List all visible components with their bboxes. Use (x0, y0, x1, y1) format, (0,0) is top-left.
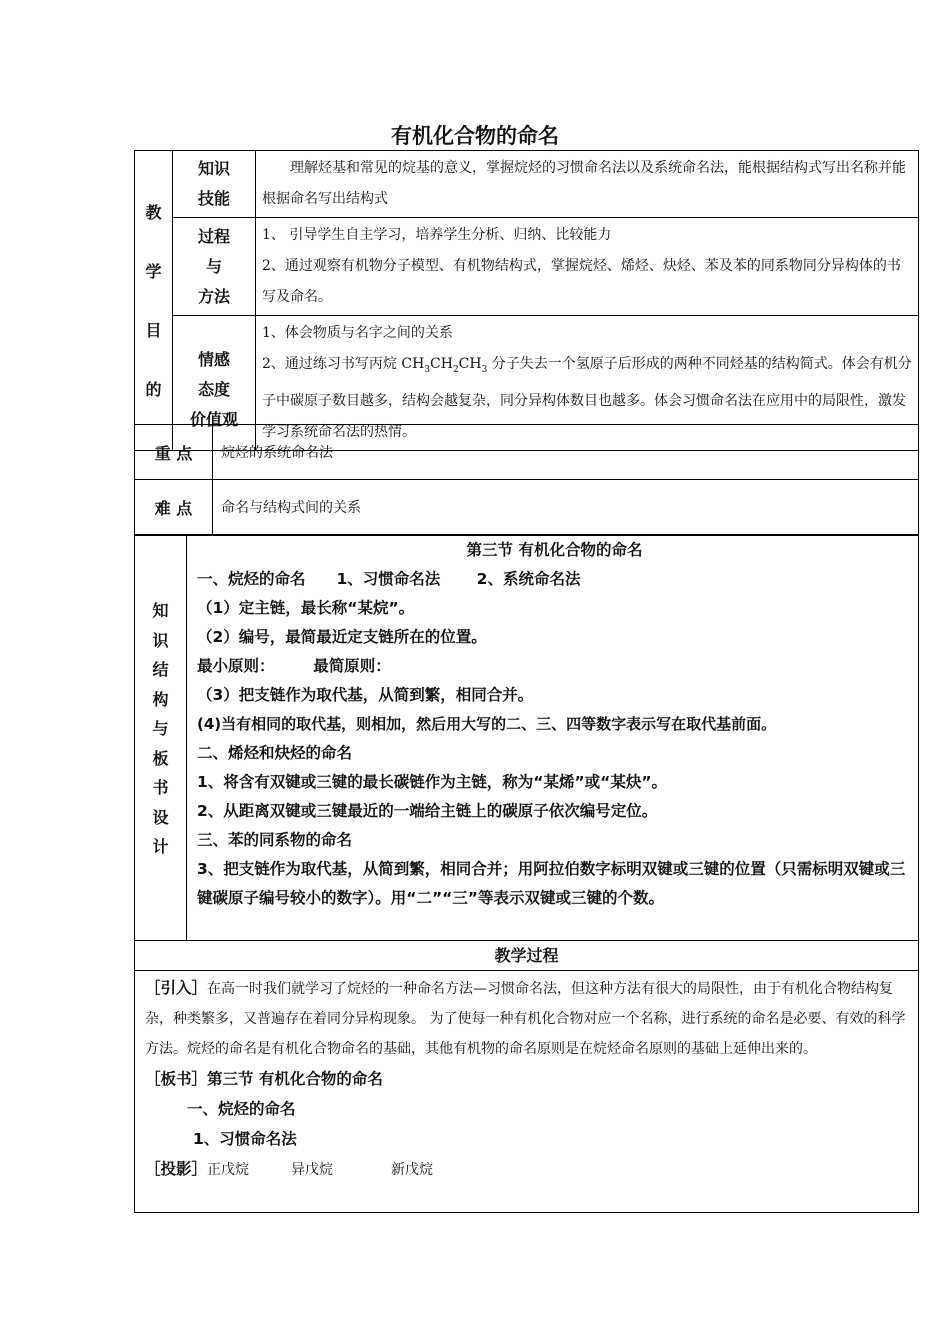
objectives-label: 教 学 目 的 (135, 151, 173, 451)
knowledge-structure-label: 知 识 结 构 与 板 书 设 计 (135, 536, 187, 941)
knowledge-skill-label: 知识 技能 (173, 151, 256, 218)
difficulty-text: 命名与结构式间的关系 (213, 480, 919, 535)
board-line: 二、烯烃和炔烃的命名 (197, 744, 353, 762)
board-line: （3）把支链作为取代基，从简到繁，相同合并。 (197, 686, 534, 704)
key-point-label: 重 点 (135, 425, 213, 480)
board-line: 一、烷烃的命名 1、习惯命名法 2、系统命名法 (197, 570, 581, 588)
intro-paragraph: ［引入］在高一时我们就学习了烷烃的一种命名方法—习惯命名法，但这种方法有很大的局限性，由于有机化合物结构复杂，种类繁多，又普遍存在着同分异构现象。 为了使每一种有机化合物对应一个名称，进行系统的命名是必要、有效的科学方法。烷烃的命名是有机化合物命名的基础，其他有机物的命名原则是在烷烃命名原则的基础上延伸出来的。 (145, 979, 906, 1057)
board-line: (4)当有相同的取代基，则相加，然后用大写的二、三、四等数字表示写在取代基前面。 (197, 715, 777, 733)
difficulty-label: 难 点 (135, 480, 213, 535)
attitude-text: 1、体会物质与名字之间的关系 2、通过练习书写丙烷 $CH_3CH_2CH_3$ 分子失去一个氢原子后形成的两种不同烃基的结构简式。体会有机分子中碳原子数目越多，结构会越复杂，同分异构体数目也越多。体会习惯命名法在应用中的局限性，激发学习系统命名法的热情。 (256, 316, 919, 451)
process-method-label: 过程 与 方法 (173, 218, 256, 316)
board-line: 3、把支链作为取代基，从简到繁，相同合并；用阿拉伯数字标明双键或三键的位置（只需标明双键或三键碳原子编号较小的数字）。用“二”“三”等表示双键或三键的个数。 (197, 860, 906, 907)
knowledge-skill-text: 理解烃基和常见的烷基的意义，掌握烷烃的习惯命名法以及系统命名法，能根据结构式写出名称并能根据命名写出结构式 (256, 151, 919, 218)
process-method-text: 1、 引导学生自主学习，培养学生分析、归纳、比较能力 2、通过观察有机物分子模型、有机物结构式，掌握烷烃、烯烃、炔烃、苯及苯的同系物同分异构体的书写及命名。 (256, 218, 919, 316)
key-point-text: 烷烃的系统命名法 (213, 425, 919, 480)
board-line: （1）定主链，最长称“某烷”。 (197, 599, 415, 617)
board-sub-2: 1、习惯命名法 (193, 1130, 297, 1148)
objectives-table (134, 150, 919, 451)
knowledge-table (134, 535, 919, 941)
board-line: 三、苯的同系物的命名 (197, 831, 353, 849)
board-writing: ［板书］第三节 有机化合物的命名 (145, 1070, 383, 1088)
board-line: （2）编号，最简最近定支链所在的位置。 (197, 628, 487, 646)
board-sub-1: 一、烷烃的命名 (187, 1100, 296, 1118)
board-line: 最小原则： 最简原则： (197, 657, 391, 675)
board-heading: 第三节 有机化合物的命名 (466, 541, 643, 559)
board-line: 2、从距离双键或三键最近的一端给主链上的碳原子依次编号定位。 (197, 802, 658, 820)
attitude-label: 情感 态度 价值观 (173, 316, 256, 451)
board-design (187, 536, 919, 941)
projection-line: ［投影］正戊烷 异戊烷 新戊烷 (145, 1160, 434, 1178)
keypoint-table (134, 424, 919, 535)
page-title: 有机化合物的命名 (391, 124, 559, 148)
process-title: 教学过程 (135, 941, 919, 971)
process-content (135, 971, 919, 1213)
process-table (134, 940, 919, 1213)
board-line: 1、将含有双键或三键的最长碳链作为主链，称为“某烯”或“某炔”。 (197, 773, 668, 791)
